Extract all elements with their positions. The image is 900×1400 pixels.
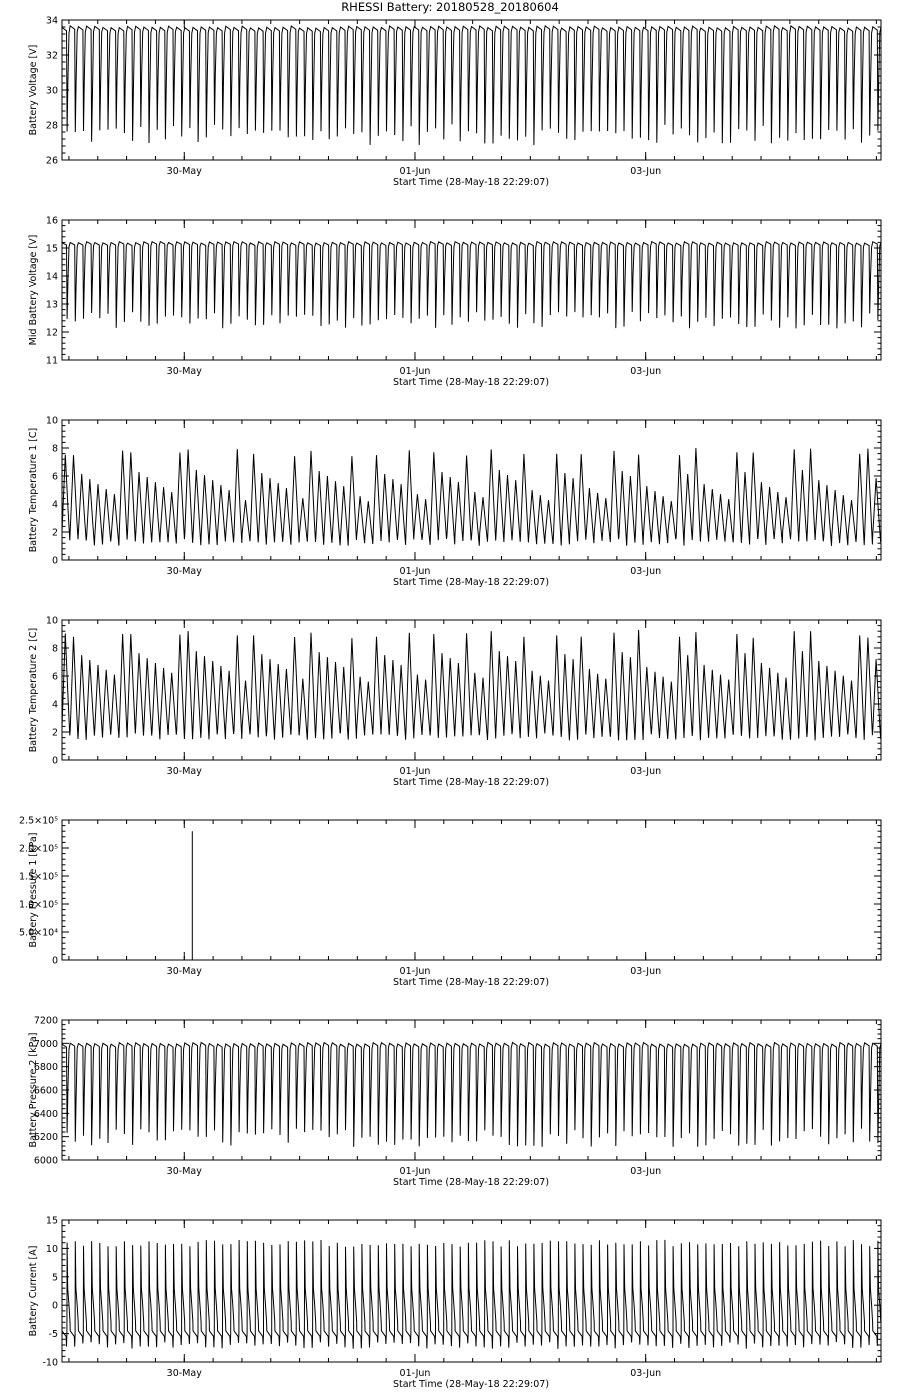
y-axis-label: Battery Pressure 1 [kPa] (28, 832, 39, 948)
y-tick-label: 4 (51, 499, 58, 511)
y-tick-label: 26 (45, 155, 58, 167)
plot-frame (62, 20, 881, 160)
plot-frame (62, 1020, 881, 1160)
x-tick-label: 01-Jun (399, 1166, 431, 1177)
x-axis-label: Start Time (28-May-18 22:29:07) (392, 977, 550, 988)
y-tick-label: 8 (51, 443, 58, 455)
y-tick-label: -10 (42, 1357, 58, 1369)
y-tick-label: 6 (51, 671, 58, 683)
y-tick-label: 10 (45, 415, 58, 427)
y-tick-label: 11 (45, 355, 58, 367)
y-tick-label: 4 (51, 699, 58, 711)
y-tick-label: 5.0×10⁴ (19, 927, 58, 939)
y-tick-label: 34 (45, 15, 58, 27)
y-tick-label: 0 (51, 1300, 58, 1312)
y-tick-label: 8 (51, 643, 58, 655)
y-tick-label: 7000 (33, 1038, 58, 1050)
y-tick-label: 6000 (33, 1155, 58, 1167)
x-tick-label: 30-May (166, 566, 202, 577)
x-tick-label: 30-May (166, 366, 202, 377)
series-line (62, 26, 881, 145)
x-tick-label: 30-May (166, 766, 202, 777)
chart-panel-6 (28, 1016, 881, 1189)
chart-panel-4 (28, 616, 881, 789)
page-title: RHESSI Battery: 20180528_20180604 (341, 0, 559, 14)
y-tick-label: 30 (45, 85, 58, 97)
series-line (62, 831, 881, 960)
x-tick-label: 30-May (166, 1166, 202, 1177)
y-tick-label: 2.5×10⁵ (19, 815, 58, 827)
series-line (62, 448, 881, 546)
x-tick-label: 01-Jun (399, 366, 431, 377)
x-axis-label: Start Time (28-May-18 22:29:07) (392, 1379, 550, 1390)
y-tick-label: 12 (45, 327, 58, 339)
y-axis-label: Battery Pressure 2 [kPa] (28, 1032, 39, 1148)
y-tick-label: 1.5×10⁵ (19, 871, 58, 883)
y-axis-label: Mid Battery Voltage [V] (28, 234, 39, 346)
y-tick-label: 0 (51, 955, 58, 967)
x-tick-label: 03-Jun (630, 366, 662, 377)
y-tick-label: 6400 (33, 1108, 58, 1120)
x-tick-label: 01-Jun (399, 566, 431, 577)
y-tick-label: 15 (45, 1215, 58, 1227)
series-line (62, 242, 881, 329)
y-axis-label: Battery Voltage [V] (28, 44, 39, 136)
y-tick-label: 16 (45, 215, 58, 227)
chart-panel-2 (28, 216, 881, 389)
plot-frame (62, 1220, 881, 1362)
y-tick-label: 6200 (33, 1132, 58, 1144)
y-tick-label: 6 (51, 471, 58, 483)
x-axis-label: Start Time (28-May-18 22:29:07) (392, 377, 550, 388)
y-tick-label: 10 (45, 1243, 58, 1255)
y-tick-label: 13 (45, 299, 58, 311)
x-axis-label: Start Time (28-May-18 22:29:07) (392, 777, 550, 788)
series-line (62, 1042, 881, 1147)
x-tick-label: 01-Jun (399, 166, 431, 177)
y-tick-label: 2 (51, 527, 58, 539)
y-tick-label: 15 (45, 243, 58, 255)
y-tick-label: 0 (51, 555, 58, 567)
chart-panel-5 (19, 816, 881, 989)
x-tick-label: 30-May (166, 1368, 202, 1379)
y-axis-label: Battery Current [A] (28, 1245, 39, 1337)
y-tick-label: 32 (45, 50, 58, 62)
x-tick-label: 30-May (166, 166, 202, 177)
x-tick-label: 01-Jun (399, 1368, 431, 1379)
y-axis-label: Battery Temperature 1 [C] (28, 427, 39, 553)
series-line (62, 1240, 881, 1349)
y-tick-label: -5 (48, 1329, 58, 1341)
y-tick-label: 6600 (33, 1085, 58, 1097)
chart-panel-7 (28, 1216, 881, 1391)
x-tick-label: 03-Jun (630, 1166, 662, 1177)
y-tick-label: 7200 (33, 1015, 58, 1027)
x-axis-label: Start Time (28-May-18 22:29:07) (392, 1177, 550, 1188)
y-tick-label: 1.0×10⁵ (19, 899, 58, 911)
x-tick-label: 03-Jun (630, 966, 662, 977)
y-tick-label: 28 (45, 120, 58, 132)
plot-frame (62, 820, 881, 960)
series-line (62, 630, 881, 740)
x-tick-label: 01-Jun (399, 766, 431, 777)
y-tick-label: 14 (45, 271, 58, 283)
x-axis-label: Start Time (28-May-18 22:29:07) (392, 177, 550, 188)
chart-panel-1 (28, 16, 881, 189)
x-tick-label: 03-Jun (630, 166, 662, 177)
plot-frame (62, 220, 881, 360)
y-tick-label: 6800 (33, 1062, 58, 1074)
y-tick-label: 0 (51, 755, 58, 767)
x-tick-label: 30-May (166, 966, 202, 977)
y-axis-label: Battery Temperature 2 [C] (28, 627, 39, 753)
x-tick-label: 01-Jun (399, 966, 431, 977)
y-tick-label: 5 (51, 1272, 58, 1284)
x-tick-label: 03-Jun (630, 766, 662, 777)
y-tick-label: 2 (51, 727, 58, 739)
x-tick-label: 03-Jun (630, 1368, 662, 1379)
y-tick-label: 10 (45, 615, 58, 627)
x-tick-label: 03-Jun (630, 566, 662, 577)
x-axis-label: Start Time (28-May-18 22:29:07) (392, 577, 550, 588)
chart-panel-3 (28, 416, 881, 589)
y-tick-label: 2.0×10⁵ (19, 843, 58, 855)
